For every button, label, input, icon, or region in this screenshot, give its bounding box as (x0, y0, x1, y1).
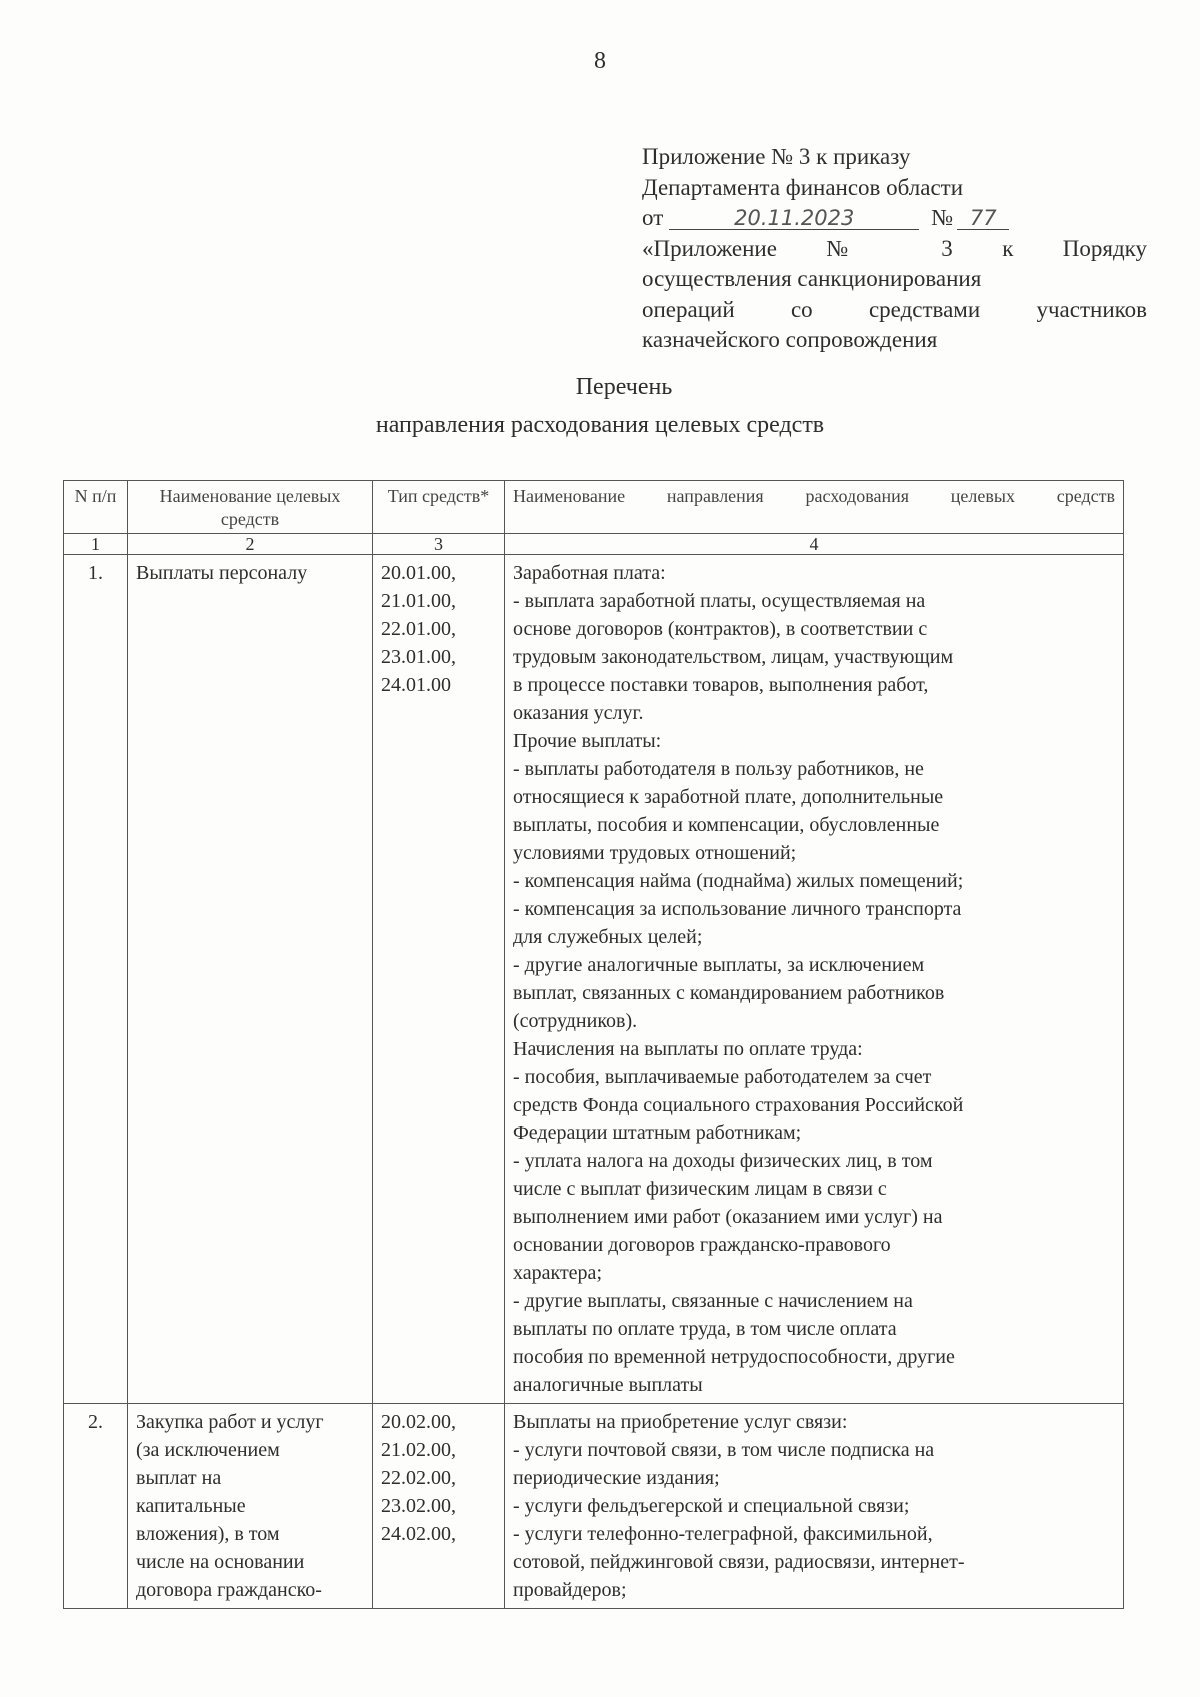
text-line: (сотрудников). (513, 1010, 638, 1032)
row-name (128, 1404, 373, 1609)
text-line: выплат, связанных с командированием работников (513, 982, 945, 1004)
text-line: - компенсация за использование личного транспорта (513, 898, 962, 920)
row-codes (373, 1404, 505, 1609)
number-label: № (931, 205, 954, 230)
text-line: условиями трудовых отношений; (513, 842, 797, 864)
text-line: договора гражданско- (136, 1579, 322, 1601)
text-line: выплаты, пособия и компенсации, обусловленные (513, 814, 940, 836)
table-header-row (64, 481, 1124, 534)
table-row (64, 555, 1124, 1404)
appendix-line-1: Приложение № 3 к приказу (642, 144, 911, 169)
text-line: - уплата налога на доходы физических лиц, в том (513, 1150, 933, 1172)
text-line: выплат на (136, 1467, 222, 1489)
text-line: капитальные (136, 1495, 246, 1517)
type-code: 22.02.00, (381, 1467, 456, 1489)
type-code: 24.02.00, (381, 1523, 456, 1545)
column-number: 4 (505, 534, 1124, 555)
handwritten-date: 20.11.2023 (669, 207, 919, 230)
text-line: в процессе поставки товаров, выполнения работ, (513, 674, 929, 696)
row-description (505, 555, 1124, 1404)
appendix-date-line (642, 203, 1147, 234)
row-number: 2. (64, 1404, 128, 1609)
document-subtitle: направления расходования целевых средств (375, 412, 825, 438)
type-code: 23.01.00, (381, 646, 456, 668)
column-number: 2 (128, 534, 373, 555)
text-line: провайдеров; (513, 1579, 627, 1601)
appendix-line-6: операций со средствами участников (642, 296, 1147, 322)
text-line: Федерации штатным работникам; (513, 1122, 802, 1144)
header-num: N п/п (64, 481, 128, 534)
text-line: - другие выплаты, связанные с начислением на (513, 1290, 913, 1312)
text-line: - услуги фельдъегерской и специальной связи; (513, 1495, 910, 1517)
header-direction: Наименование направления расходования целевых средств (505, 481, 1124, 534)
text-line: - услуги почтовой связи, в том числе подписка на (513, 1439, 935, 1461)
document-title: Перечень (575, 374, 673, 400)
text-line: - выплата заработной платы, осуществляемая на (513, 590, 926, 612)
text-line: выполнением ими работ (оказанием ими услуг) на (513, 1206, 943, 1228)
text-line: - компенсация найма (поднайма) жилых помещений; (513, 870, 964, 892)
text-line: Начисления на выплаты по оплате труда: (513, 1038, 863, 1060)
type-code: 21.02.00, (381, 1439, 456, 1461)
column-number: 3 (373, 534, 505, 555)
text-line: периодические издания; (513, 1467, 720, 1489)
text-line: - пособия, выплачиваемые работодателем за счет (513, 1066, 932, 1088)
type-code: 20.02.00, (381, 1411, 456, 1433)
text-line: трудовым законодательством, лицам, участвующим (513, 646, 954, 668)
row-number: 1. (64, 555, 128, 1404)
handwritten-number: 77 (957, 207, 1009, 230)
header-name: Наименование целевых средств (128, 481, 373, 534)
appendix-line-5: осуществления санкционирования (642, 266, 982, 291)
column-numbers-row (64, 534, 1124, 555)
directions-table (63, 480, 1124, 1609)
text-line: относящиеся к заработной плате, дополнительные (513, 786, 944, 808)
type-code: 23.02.00, (381, 1495, 456, 1517)
row-description (505, 1404, 1124, 1609)
from-label: от (642, 205, 664, 230)
text-line: для служебных целей; (513, 926, 703, 948)
text-line: Заработная плата: (513, 562, 666, 584)
text-line: выплаты по оплате труда, в том числе оплата (513, 1318, 897, 1340)
row-codes (373, 555, 505, 1404)
header-type: Тип средств* (373, 481, 505, 534)
text-line: Закупка работ и услуг (136, 1411, 324, 1433)
type-code: 21.01.00, (381, 590, 456, 612)
table-row (64, 1404, 1124, 1609)
appendix-line-2: Департамента финансов области (642, 174, 964, 200)
text-line: - другие аналогичные выплаты, за исключением (513, 954, 925, 976)
text-line: числе с выплат физическим лицам в связи с (513, 1178, 887, 1200)
text-line: - услуги телефонно-телеграфной, факсимильной, (513, 1523, 933, 1545)
appendix-line-7: казначейского сопровождения (642, 327, 938, 352)
text-line: сотовой, пейджинговой связи, радиосвязи, интернет- (513, 1551, 965, 1573)
appendix-header (642, 142, 1147, 356)
text-line: - выплаты работодателя в пользу работников, не (513, 758, 924, 780)
text-line: числе на основании (136, 1551, 305, 1573)
text-line: основании договоров гражданско-правового (513, 1234, 891, 1256)
text-line: (за исключением (136, 1439, 280, 1461)
column-number: 1 (64, 534, 128, 555)
row-name: Выплаты персоналу (128, 555, 373, 1404)
text-line: характера; (513, 1262, 602, 1284)
type-code: 24.01.00 (381, 674, 451, 696)
text-line: Выплаты на приобретение услуг связи: (513, 1411, 848, 1433)
text-line: пособия по временной нетрудоспособности, другие (513, 1346, 955, 1368)
text-line: Прочие выплаты: (513, 730, 662, 752)
text-line: средств Фонда социального страхования Российской (513, 1094, 964, 1116)
type-code: 20.01.00, (381, 562, 456, 584)
type-code: 22.01.00, (381, 618, 456, 640)
text-line: оказания услуг. (513, 702, 644, 724)
appendix-line-4: «Приложение № 3 к Порядку (642, 235, 1147, 261)
page-number: 8 (594, 48, 606, 74)
text-line: аналогичные выплаты (513, 1374, 703, 1396)
text-line: основе договоров (контрактов), в соответствии с (513, 618, 928, 640)
text-line: вложения), в том (136, 1523, 280, 1545)
